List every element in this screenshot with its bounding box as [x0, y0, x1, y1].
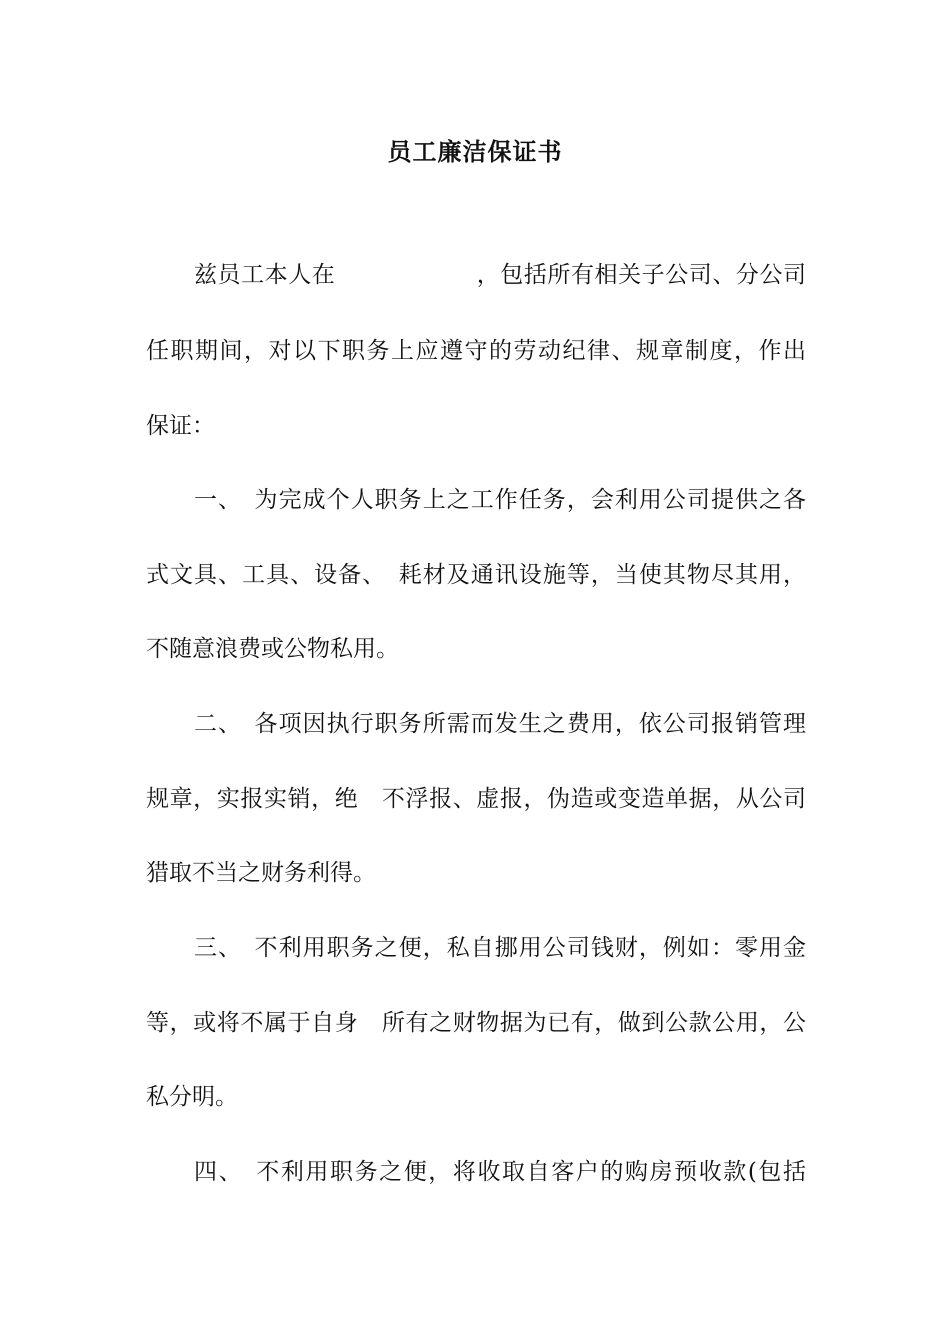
clause-2-line-1: 二、 各项因执行职务所需而发生之费用，依公司报销管理: [194, 711, 806, 737]
clause-1-line-3: 不随意浪费或公物私用。: [146, 636, 399, 662]
paragraph-intro-line-1: 兹员工本人在 ，包括所有相关子公司、分公司: [194, 262, 806, 288]
clause-3-line-1: 三、 不利用职务之便，私自挪用公司钱财，例如：零用金: [194, 935, 806, 961]
paragraph-intro-line-2: 任职期间，对以下职务上应遵守的劳动纪律、规章制度，作出: [146, 338, 806, 364]
paragraph-intro-line-3: 保证：: [146, 413, 215, 439]
document-title: 员工廉洁保证书: [387, 137, 563, 166]
clause-1-line-1: 一、 为完成个人职务上之工作任务，会利用公司提供之各: [194, 487, 806, 513]
clause-1-line-2: 式文具、工具、设备、 耗材及通讯设施等，当使其物尽其用，: [146, 562, 806, 588]
clause-4-line-1: 四、 不利用职务之便，将收取自客户的购房预收款(包括: [194, 1159, 806, 1185]
clause-3-line-2: 等，或将不属于自身 所有之财物据为已有，做到公款公用，公: [146, 1010, 806, 1036]
clause-2-line-3: 猎取不当之财务利得。: [146, 860, 376, 886]
clause-2-line-2: 规章，实报实销，绝 不浮报、虚报，伪造或变造单据，从公司: [146, 786, 806, 812]
clause-3-line-3: 私分明。: [146, 1084, 238, 1110]
